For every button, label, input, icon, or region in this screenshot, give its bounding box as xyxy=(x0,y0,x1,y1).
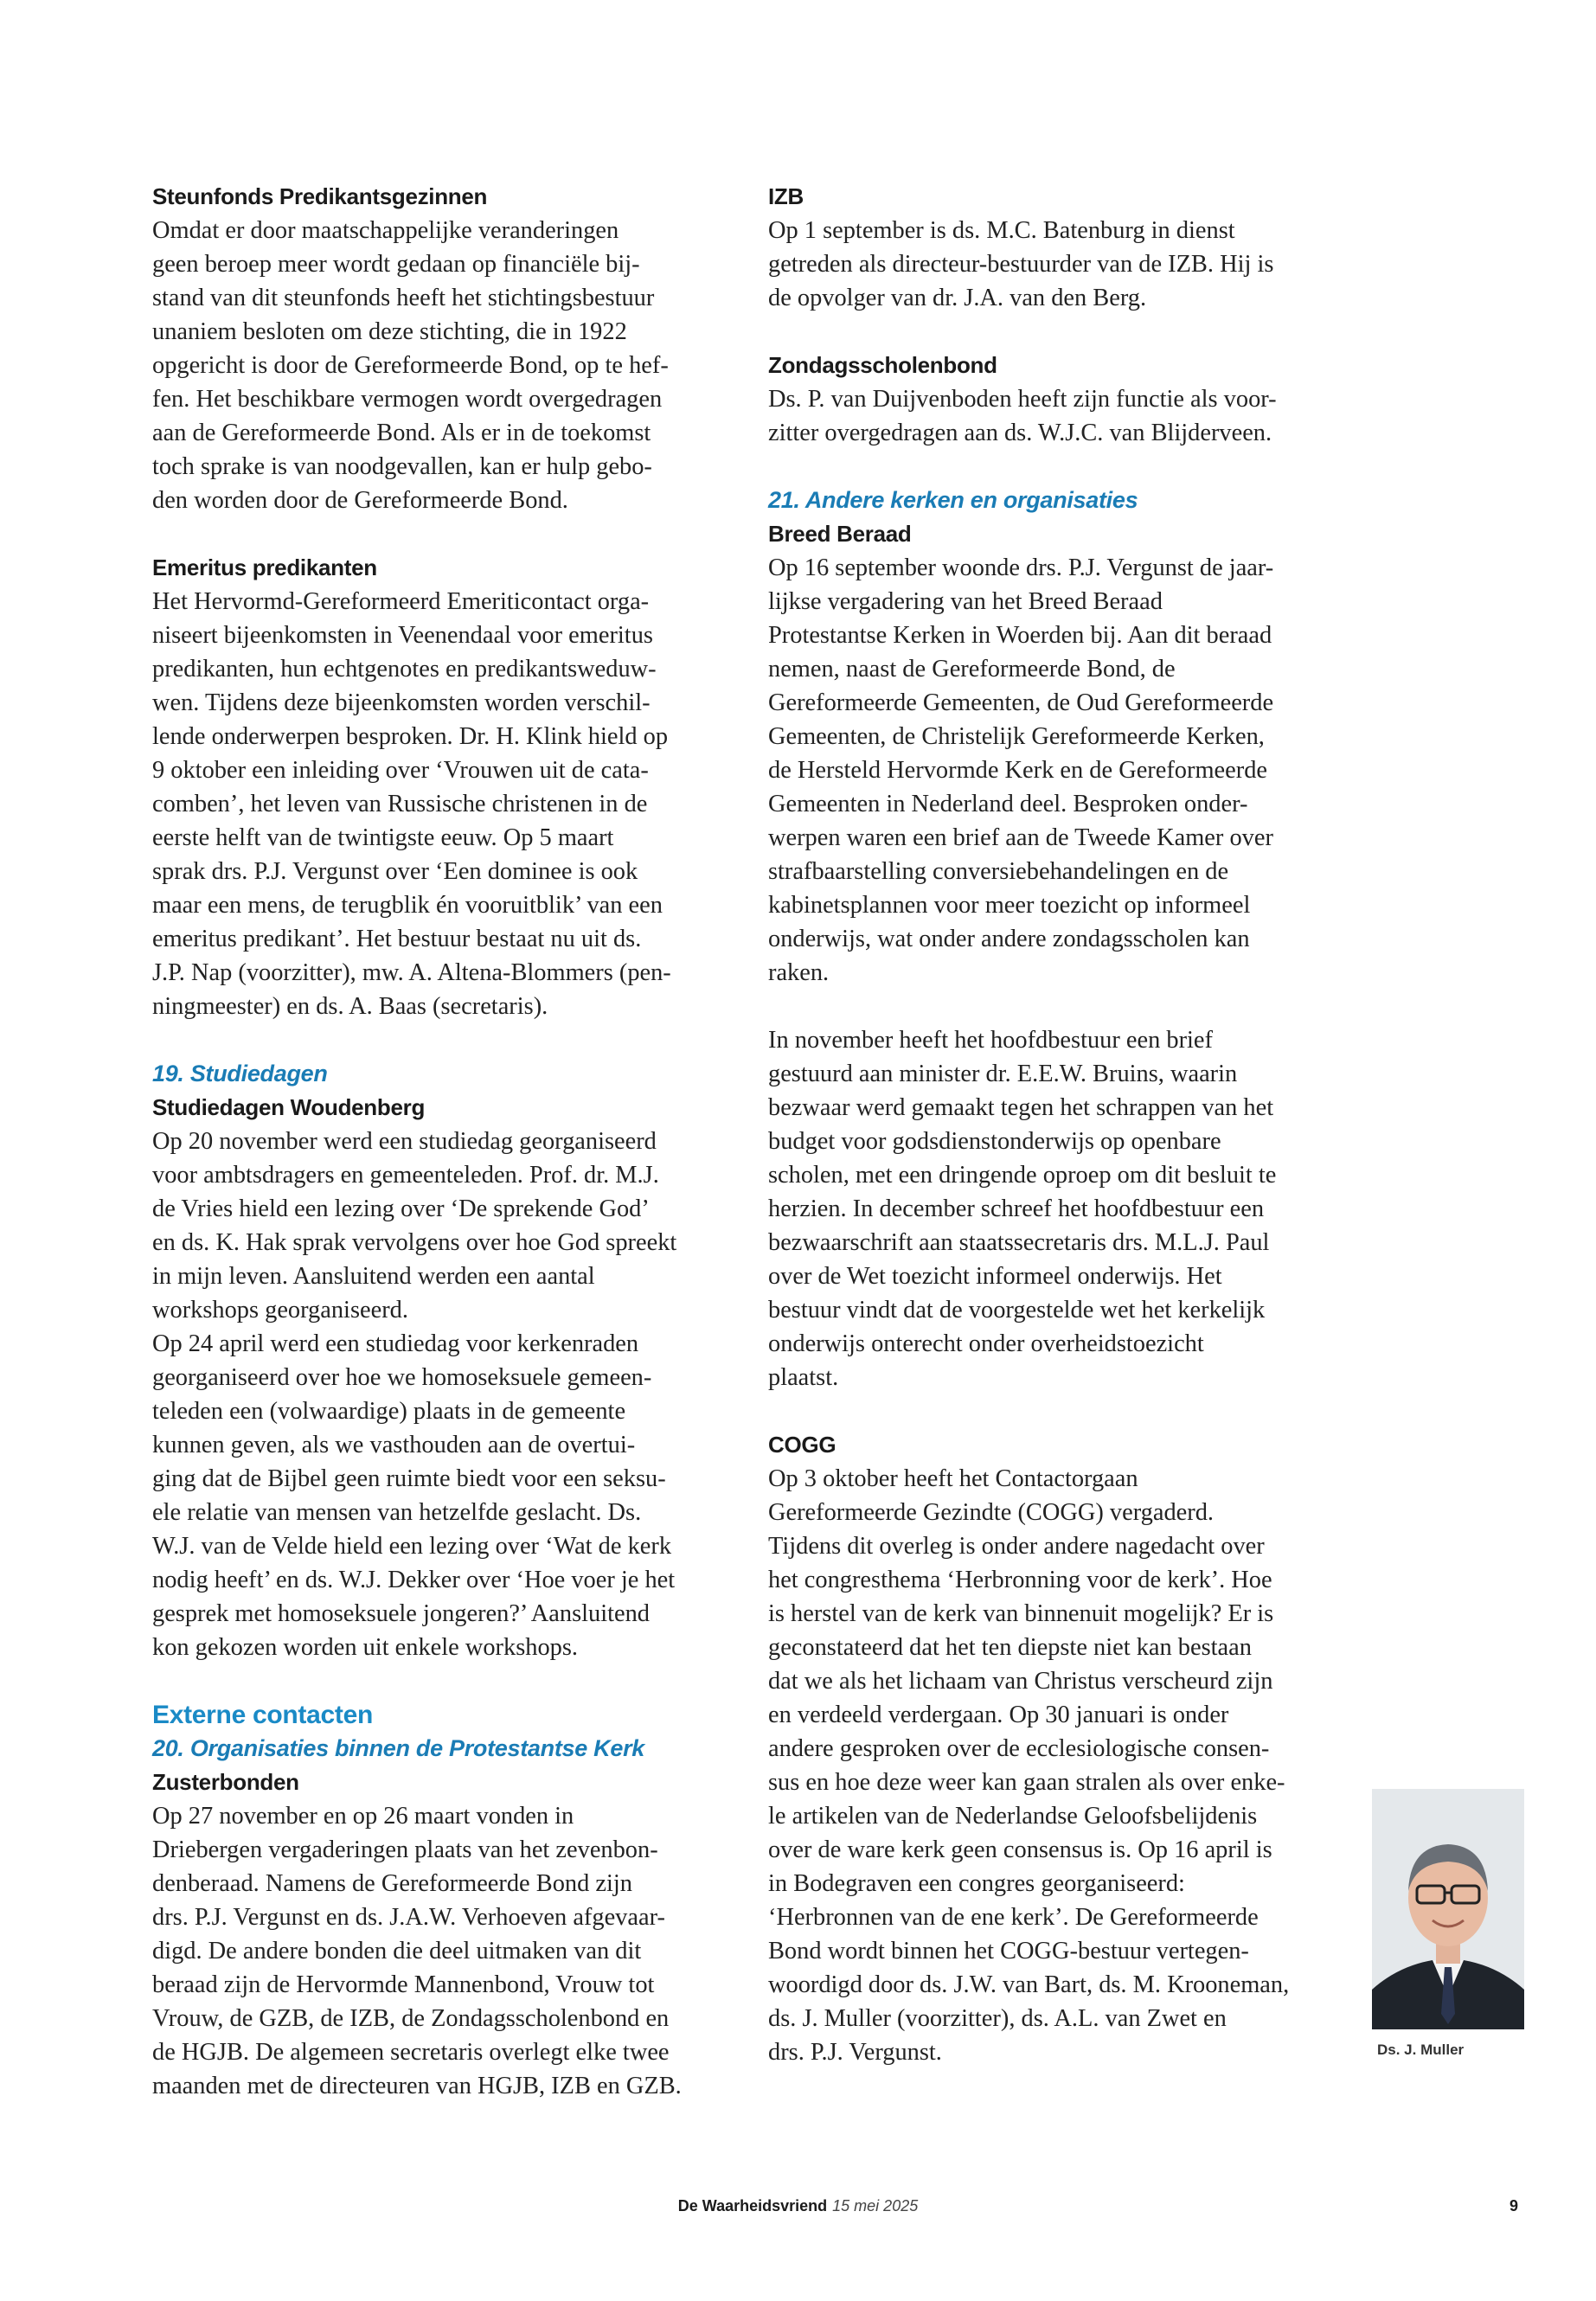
text-line: maar een mens, de terugblik én vooruitblik’ van een xyxy=(152,892,663,919)
text-line: Gemeenten in Nederland deel. Besproken onder- xyxy=(768,791,1248,817)
section-heading: Zondagsscholenbond xyxy=(768,352,997,378)
section-breed-beraad xyxy=(768,484,1343,1394)
right-column xyxy=(768,180,1343,2103)
text-line: bezwaarschrift aan staatssecretaris drs. M.L.J. Paul xyxy=(768,1229,1270,1256)
text-line: maanden met de directeuren van HGJB, IZB en GZB. xyxy=(152,2073,682,2099)
text-line: ele relatie van mensen van hetzelfde geslacht. Ds. xyxy=(152,1499,642,1526)
text-line: drs. P.J. Vergunst. xyxy=(768,2039,942,2066)
text-line: Op 24 april werd een studiedag voor kerkenraden xyxy=(152,1330,639,1357)
text-line: ningmeester) en ds. A. Baas (secretaris). xyxy=(152,993,548,1020)
numbered-heading: 21. Andere kerken en organisaties xyxy=(768,487,1138,513)
text-line: lende onderwerpen besproken. Dr. H. Klink hield op xyxy=(152,723,669,750)
text-line: nemen, naast de Gereformeerde Bond, de xyxy=(768,656,1176,683)
text-line: Op 27 november en op 26 maart vonden in xyxy=(152,1803,574,1830)
text-line: bestuur vindt dat de voorgestelde wet het kerkelijk xyxy=(768,1297,1266,1324)
text-line: W.J. van de Velde hield een lezing over ‘Wat de kerk xyxy=(152,1533,672,1560)
section-body xyxy=(768,382,1343,450)
section-steunfonds xyxy=(152,180,727,517)
text-line: Driebergen vergaderingen plaats van het zevenbon- xyxy=(152,1836,658,1863)
text-line: predikanten, hun echtgenotes en predikantsweduw- xyxy=(152,656,657,683)
text-line: dat we als het lichaam van Christus verscheurd zijn xyxy=(768,1668,1273,1695)
text-line: comben’, het leven van Russische christenen in de xyxy=(152,791,648,817)
text-line: sprak drs. P.J. Vergunst over ‘Een dominee is ook xyxy=(152,858,638,885)
section-heading: Steunfonds Predikantsgezinnen xyxy=(152,183,488,209)
text-line: is herstel van de kerk van binnenuit mogelijk? Er is xyxy=(768,1600,1274,1627)
section-body xyxy=(152,1799,727,2103)
text-line: Op 1 september is ds. M.C. Batenburg in dienst xyxy=(768,217,1235,244)
section-heading: IZB xyxy=(768,183,804,209)
text-line: aan de Gereformeerde Bond. Als er in de toekomst xyxy=(152,420,651,446)
text-line: beraad zijn de Hervormde Mannenbond, Vrouw tot xyxy=(152,1971,655,1998)
text-line: de opvolger van dr. J.A. van den Berg. xyxy=(768,285,1147,311)
text-line: scholen, met een dringende oproep om dit besluit te xyxy=(768,1162,1277,1189)
text-line: budget voor godsdienstonderwijs op openbare xyxy=(768,1128,1221,1155)
text-line: woordigd door ds. J.W. van Bart, ds. M. Krooneman, xyxy=(768,1971,1290,1998)
text-line: voor ambtsdragers en gemeenteleden. Prof. dr. M.J. xyxy=(152,1162,659,1189)
numbered-heading: 19. Studiedagen xyxy=(152,1061,328,1086)
text-line: Gereformeerde Gezindte (COGG) vergaderd. xyxy=(768,1499,1214,1526)
text-line: fen. Het beschikbare vermogen wordt overgedragen xyxy=(152,386,663,413)
text-line: toch sprake is van noodgevallen, kan er hulp gebo- xyxy=(152,453,652,480)
text-line: kon gekozen worden uit enkele workshops. xyxy=(152,1634,578,1661)
section-heading: COGG xyxy=(768,1432,836,1458)
text-line: den worden door de Gereformeerde Bond. xyxy=(152,487,568,514)
text-line: Gemeenten, de Christelijk Gereformeerde Kerken, xyxy=(768,723,1265,750)
text-line: in mijn leven. Aansluitend werden een aantal xyxy=(152,1263,595,1290)
text-line: het congresthema ‘Herbronning voor de kerk’. Hoe xyxy=(768,1567,1272,1593)
text-line: en ds. K. Hak sprak vervolgens over hoe God spreekt xyxy=(152,1229,677,1256)
text-line: teleden een (volwaardige) plaats in de gemeente xyxy=(152,1398,626,1425)
text-line: Op 3 oktober heeft het Contactorgaan xyxy=(768,1465,1138,1492)
text-line: Op 20 november werd een studiedag georganiseerd xyxy=(152,1128,657,1155)
section-heading: Breed Beraad xyxy=(768,521,912,547)
text-line: unaniem besloten om deze stichting, die in 1922 xyxy=(152,318,627,345)
text-line: workshops georganiseerd. xyxy=(152,1297,408,1324)
text-line: de Hersteld Hervormde Kerk en de Gereformeerde xyxy=(768,757,1267,784)
text-line: in Bodegraven een congres georganiseerd: xyxy=(768,1870,1185,1897)
text-line: ging dat de Bijbel geen ruimte biedt voor een seksu- xyxy=(152,1465,666,1492)
text-line: zitter overgedragen aan ds. W.J.C. van Blijderveen. xyxy=(768,420,1272,446)
section-body xyxy=(152,214,727,517)
portrait-photo xyxy=(1372,1789,1524,2029)
publication-name: De Waarheidsvriend xyxy=(677,2197,828,2214)
section-body xyxy=(768,214,1343,315)
text-line: drs. P.J. Vergunst en ds. J.A.W. Verhoeven afgevaar- xyxy=(152,1904,665,1931)
section-izb xyxy=(768,180,1343,315)
text-line: Omdat er door maatschappelijke veranderingen xyxy=(152,217,619,244)
text-line: ‘Herbronnen van de ene kerk’. De Gereformeerde xyxy=(768,1904,1259,1931)
text-line: herzien. In december schreef het hoofdbestuur een xyxy=(768,1195,1265,1222)
text-line: J.P. Nap (voorzitter), mw. A. Altena-Blommers (pen- xyxy=(152,959,671,986)
text-line: emeritus predikant’. Het bestuur bestaat nu uit ds. xyxy=(152,926,642,952)
text-line: nodig heeft’ en ds. W.J. Dekker over ‘Hoe voer je het xyxy=(152,1567,676,1593)
text-line: denberaad. Namens de Gereformeerde Bond zijn xyxy=(152,1870,632,1897)
text-line: ds. J. Muller (voorzitter), ds. A.L. van Zwet en xyxy=(768,2005,1227,2032)
text-line: kunnen geven, als we vasthouden aan de overtui- xyxy=(152,1432,636,1458)
section-body xyxy=(152,1125,727,1664)
text-line: over de ware kerk geen consensus is. Op 16 april is xyxy=(768,1836,1272,1863)
text-line: stand van dit steunfonds heeft het stichtingsbestuur xyxy=(152,285,655,311)
text-line: bezwaar werd gemaakt tegen het schrappen van het xyxy=(768,1094,1274,1121)
text-line: en verdeeld verdergaan. Op 30 januari is onder xyxy=(768,1702,1229,1728)
text-line: de HGJB. De algemeen secretaris overlegt elke twee xyxy=(152,2039,670,2066)
text-line: Bond wordt binnen het COGG-bestuur vertegen- xyxy=(768,1938,1249,1965)
text-line: plaatst. xyxy=(768,1364,839,1391)
section-emeritus xyxy=(152,551,727,1023)
text-line: le artikelen van de Nederlandse Geloofsbelijdenis xyxy=(768,1803,1258,1830)
text-line: opgericht is door de Gereformeerde Bond, op te hef- xyxy=(152,352,669,379)
text-line: gestuurd aan minister dr. E.E.W. Bruins, waarin xyxy=(768,1061,1238,1087)
text-line: Vrouw, de GZB, de IZB, de Zondagsscholenbond en xyxy=(152,2005,670,2032)
numbered-heading: 20. Organisaties binnen de Protestantse Kerk xyxy=(152,1735,645,1761)
left-column xyxy=(152,180,727,2137)
publication-date: 15 mei 2025 xyxy=(832,2197,919,2214)
photo-caption: Ds. J. Muller xyxy=(1377,2041,1465,2058)
page-footer xyxy=(0,2197,1596,2215)
text-line: geconstateerd dat het ten diepste niet kan bestaan xyxy=(768,1634,1252,1661)
text-line: getreden als directeur-bestuurder van de IZB. Hij is xyxy=(768,251,1274,278)
text-line: Het Hervormd-Gereformeerd Emeriticontact orga- xyxy=(152,588,650,615)
text-line: kabinetsplannen voor meer toezicht op informeel xyxy=(768,892,1251,919)
section-heading: Zusterbonden xyxy=(152,1769,299,1795)
text-line: de Vries hield een lezing over ‘De sprekende God’ xyxy=(152,1195,650,1222)
text-line: niseert bijeenkomsten in Veenendaal voor emeritus xyxy=(152,622,653,649)
text-line: eerste helft van de twintigste eeuw. Op 5 maart xyxy=(152,824,614,851)
text-line: wen. Tijdens deze bijeenkomsten worden verschil- xyxy=(152,689,651,716)
text-line: over de Wet toezicht informeel onderwijs. Het xyxy=(768,1263,1222,1290)
section-body xyxy=(152,585,727,1023)
text-line: digd. De andere bonden die deel uitmaken van dit xyxy=(152,1938,642,1965)
text-line: raken. xyxy=(768,959,830,986)
text-line: gesprek met homoseksuele jongeren?’ Aansluitend xyxy=(152,1600,651,1627)
text-line: georganiseerd over hoe we homoseksuele gemeen- xyxy=(152,1364,652,1391)
paragraph-spacer xyxy=(768,990,1343,1023)
text-line: Gereformeerde Gemeenten, de Oud Gereformeerde xyxy=(768,689,1274,716)
text-line: Ds. P. van Duijvenboden heeft zijn functie als voor- xyxy=(768,386,1277,413)
category-heading: Externe contacten xyxy=(152,1701,373,1729)
section-studiedagen xyxy=(152,1057,727,1664)
text-line: 9 oktober een inleiding over ‘Vrouwen uit de cata- xyxy=(152,757,649,784)
text-line: werpen waren een brief aan de Tweede Kamer over xyxy=(768,824,1273,851)
section-body-continued xyxy=(768,1023,1343,1394)
section-body xyxy=(768,551,1343,990)
text-line: Op 16 september woonde drs. P.J. Vergunst de jaar- xyxy=(768,554,1274,581)
text-line: Tijdens dit overleg is onder andere nagedacht over xyxy=(768,1533,1265,1560)
section-heading: Studiedagen Woudenberg xyxy=(152,1094,426,1120)
text-line: geen beroep meer wordt gedaan op financiële bij- xyxy=(152,251,640,278)
text-line: sus en hoe deze weer kan gaan stralen als over enke- xyxy=(768,1769,1285,1796)
text-line: lijkse vergadering van het Breed Beraad xyxy=(768,588,1163,615)
text-line: Protestantse Kerken in Woerden bij. Aan dit beraad xyxy=(768,622,1272,649)
section-cogg xyxy=(768,1428,1343,2069)
section-heading: Emeritus predikanten xyxy=(152,554,377,580)
text-line: In november heeft het hoofdbestuur een brief xyxy=(768,1027,1213,1054)
text-line: onderwijs, wat onder andere zondagsscholen kan xyxy=(768,926,1250,952)
text-line: andere gesproken over de ecclesiologische consen- xyxy=(768,1735,1270,1762)
section-zondagsscholenbond xyxy=(768,349,1343,450)
page-number: 9 xyxy=(1509,2197,1519,2214)
portrait-illustration xyxy=(1372,1789,1524,2029)
text-line: onderwijs onterecht onder overheidstoezicht xyxy=(768,1330,1204,1357)
section-zusterbonden xyxy=(152,1698,727,2103)
text-line: strafbaarstelling conversiebehandelingen en de xyxy=(768,858,1229,885)
section-body xyxy=(768,1462,1343,2069)
